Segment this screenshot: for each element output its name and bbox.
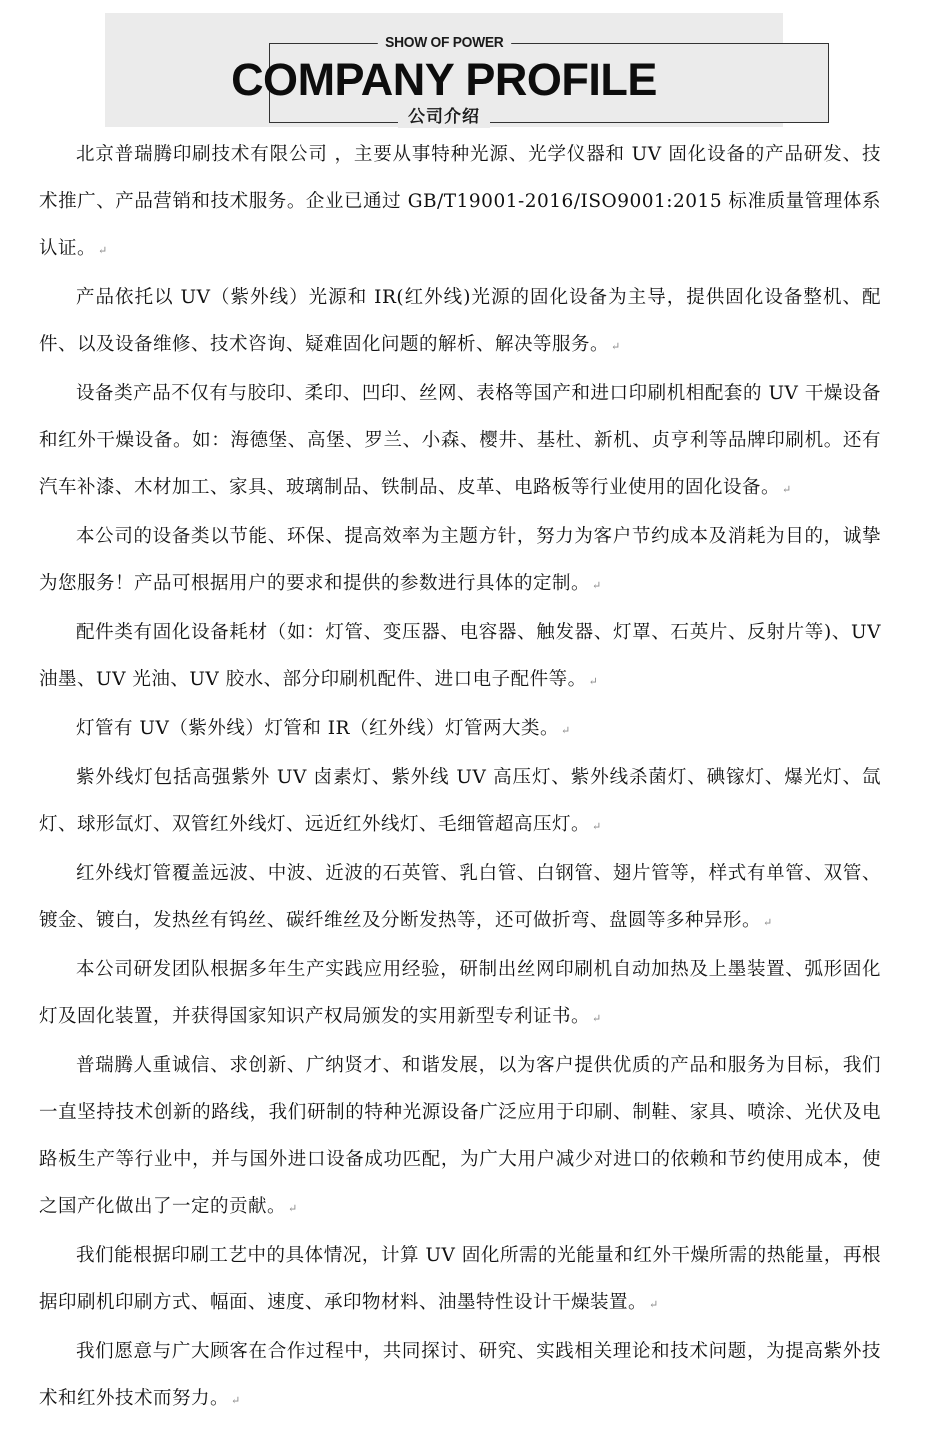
paragraph-mark-icon: ↵ (649, 1298, 659, 1311)
header-kicker-text: SHOW OF POWER (377, 35, 510, 51)
profile-body (39, 131, 881, 1424)
paragraph-7-text: 紫外线灯包括高强紫外 UV 卤素灯、紫外线 UV 高压灯、紫外线杀菌灯、碘镓灯、爆光灯、氙灯、球形氙灯、双管红外线灯、远近红外线灯、毛细管超高压灯。 (39, 767, 881, 835)
paragraph-8 (39, 850, 881, 946)
page-title: COMPANY PROFILE (231, 54, 657, 105)
paragraph-mark-icon: ↵ (560, 724, 571, 737)
paragraph-6-text: 灯管有 UV（紫外线）灯管和 IR（红外线）灯管两大类。 (76, 718, 559, 739)
header-subtitle-text: 公司介绍 (398, 106, 490, 128)
paragraph-mark-icon: ↵ (288, 1202, 298, 1215)
paragraph-3 (39, 370, 881, 513)
paragraph-10-text: 普瑞腾人重诚信、求创新、广纳贤才、和谐发展，以为客户提供优质的产品和服务为目标，我们一直坚持技术创新的路线，我们研制的特种光源设备广泛应用于印刷、制鞋、家具、喷涂、光伏及电路板生产等行业中，并与国外进口设备成功匹配，为广大用户减少对进口的依赖和节约使用成本，使之国产化做出了一定的贡献。 (39, 1055, 881, 1217)
paragraph-mark-icon: ↵ (592, 1012, 602, 1025)
paragraph-5 (39, 609, 881, 705)
paragraph-4-text: 本公司的设备类以节能、环保、提高效率为主题方针，努力为客户节约成本及消耗为目的，诚挚为您服务！产品可根据用户的要求和提供的参数进行具体的定制。 (39, 526, 881, 594)
paragraph-2-text: 产品依托以 UV（紫外线）光源和 IR(红外线)光源的固化设备为主导，提供固化设备整机、配件、以及设备维修、技术咨询、疑难固化问题的解析、解决等服务。 (39, 287, 881, 355)
paragraph-12 (39, 1328, 881, 1424)
paragraph-2 (39, 274, 881, 370)
paragraph-10 (39, 1042, 881, 1232)
paragraph-1-text: 北京普瑞腾印刷技术有限公司 ，主要从事特种光源、光学仪器和 UV 固化设备的产品研发、技术推广、产品营销和技术服务。企业已通过 GB/T19001-2016/ISO9001:2015 标准质量管理体系认证。 (39, 144, 881, 259)
paragraph-9 (39, 946, 881, 1042)
header-kicker (105, 34, 783, 50)
paragraph-mark-icon: ↵ (592, 579, 602, 592)
paragraph-9-text: 本公司研发团队根据多年生产实践应用经验，研制出丝网印刷机自动加热及上墨装置、弧形固化灯及固化装置，并获得国家知识产权局颁发的实用新型专利证书。 (39, 959, 881, 1027)
paragraph-5-text: 配件类有固化设备耗材（如：灯管、变压器、电容器、触发器、灯罩、石英片、反射片等)、UV 油墨、UV 光油、UV 胶水、部分印刷机配件、进口电子配件等。 (39, 622, 881, 690)
paragraph-11 (39, 1232, 881, 1328)
paragraph-12-text: 我们愿意与广大顾客在合作过程中，共同探讨、研究、实践相关理论和技术问题，为提高紫外技术和红外技术而努力。 (39, 1341, 881, 1409)
paragraph-mark-icon: ↵ (588, 675, 599, 688)
paragraph-6 (39, 705, 881, 754)
paragraph-mark-icon: ↵ (782, 483, 792, 496)
paragraph-3-text: 设备类产品不仅有与胶印、柔印、凹印、丝网、表格等国产和进口印刷机相配套的 UV 干燥设备和红外干燥设备。如：海德堡、高堡、罗兰、小森、樱井、基杜、新机、贞亨利等品牌印刷机。还有汽车补漆、木材加工、家具、玻璃制品、铁制品、皮革、电路板等行业使用的固化设备。 (39, 383, 881, 498)
paragraph-mark-icon: ↵ (231, 1394, 241, 1407)
header-band (105, 13, 783, 127)
paragraph-8-text: 红外线灯管覆盖远波、中波、近波的石英管、乳白管、白钢管、翅片管等，样式有单管、双管、镀金、镀白，发热丝有钨丝、碳纤维丝及分断发热等，还可做折弯、盘圆等多种异形。 (39, 863, 881, 931)
paragraph-mark-icon: ↵ (611, 340, 621, 353)
paragraph-mark-icon: ↵ (763, 916, 773, 929)
paragraph-11-text: 我们能根据印刷工艺中的具体情况，计算 UV 固化所需的光能量和红外干燥所需的热能量，再根据印刷机印刷方式、幅面、速度、承印物材料、油墨特性设计干燥装置。 (39, 1245, 881, 1313)
paragraph-mark-icon: ↵ (592, 820, 602, 833)
paragraph-7 (39, 754, 881, 850)
paragraph-1 (39, 131, 881, 274)
paragraph-4 (39, 513, 881, 609)
paragraph-mark-icon: ↵ (98, 244, 108, 257)
header-subtitle (105, 106, 783, 128)
